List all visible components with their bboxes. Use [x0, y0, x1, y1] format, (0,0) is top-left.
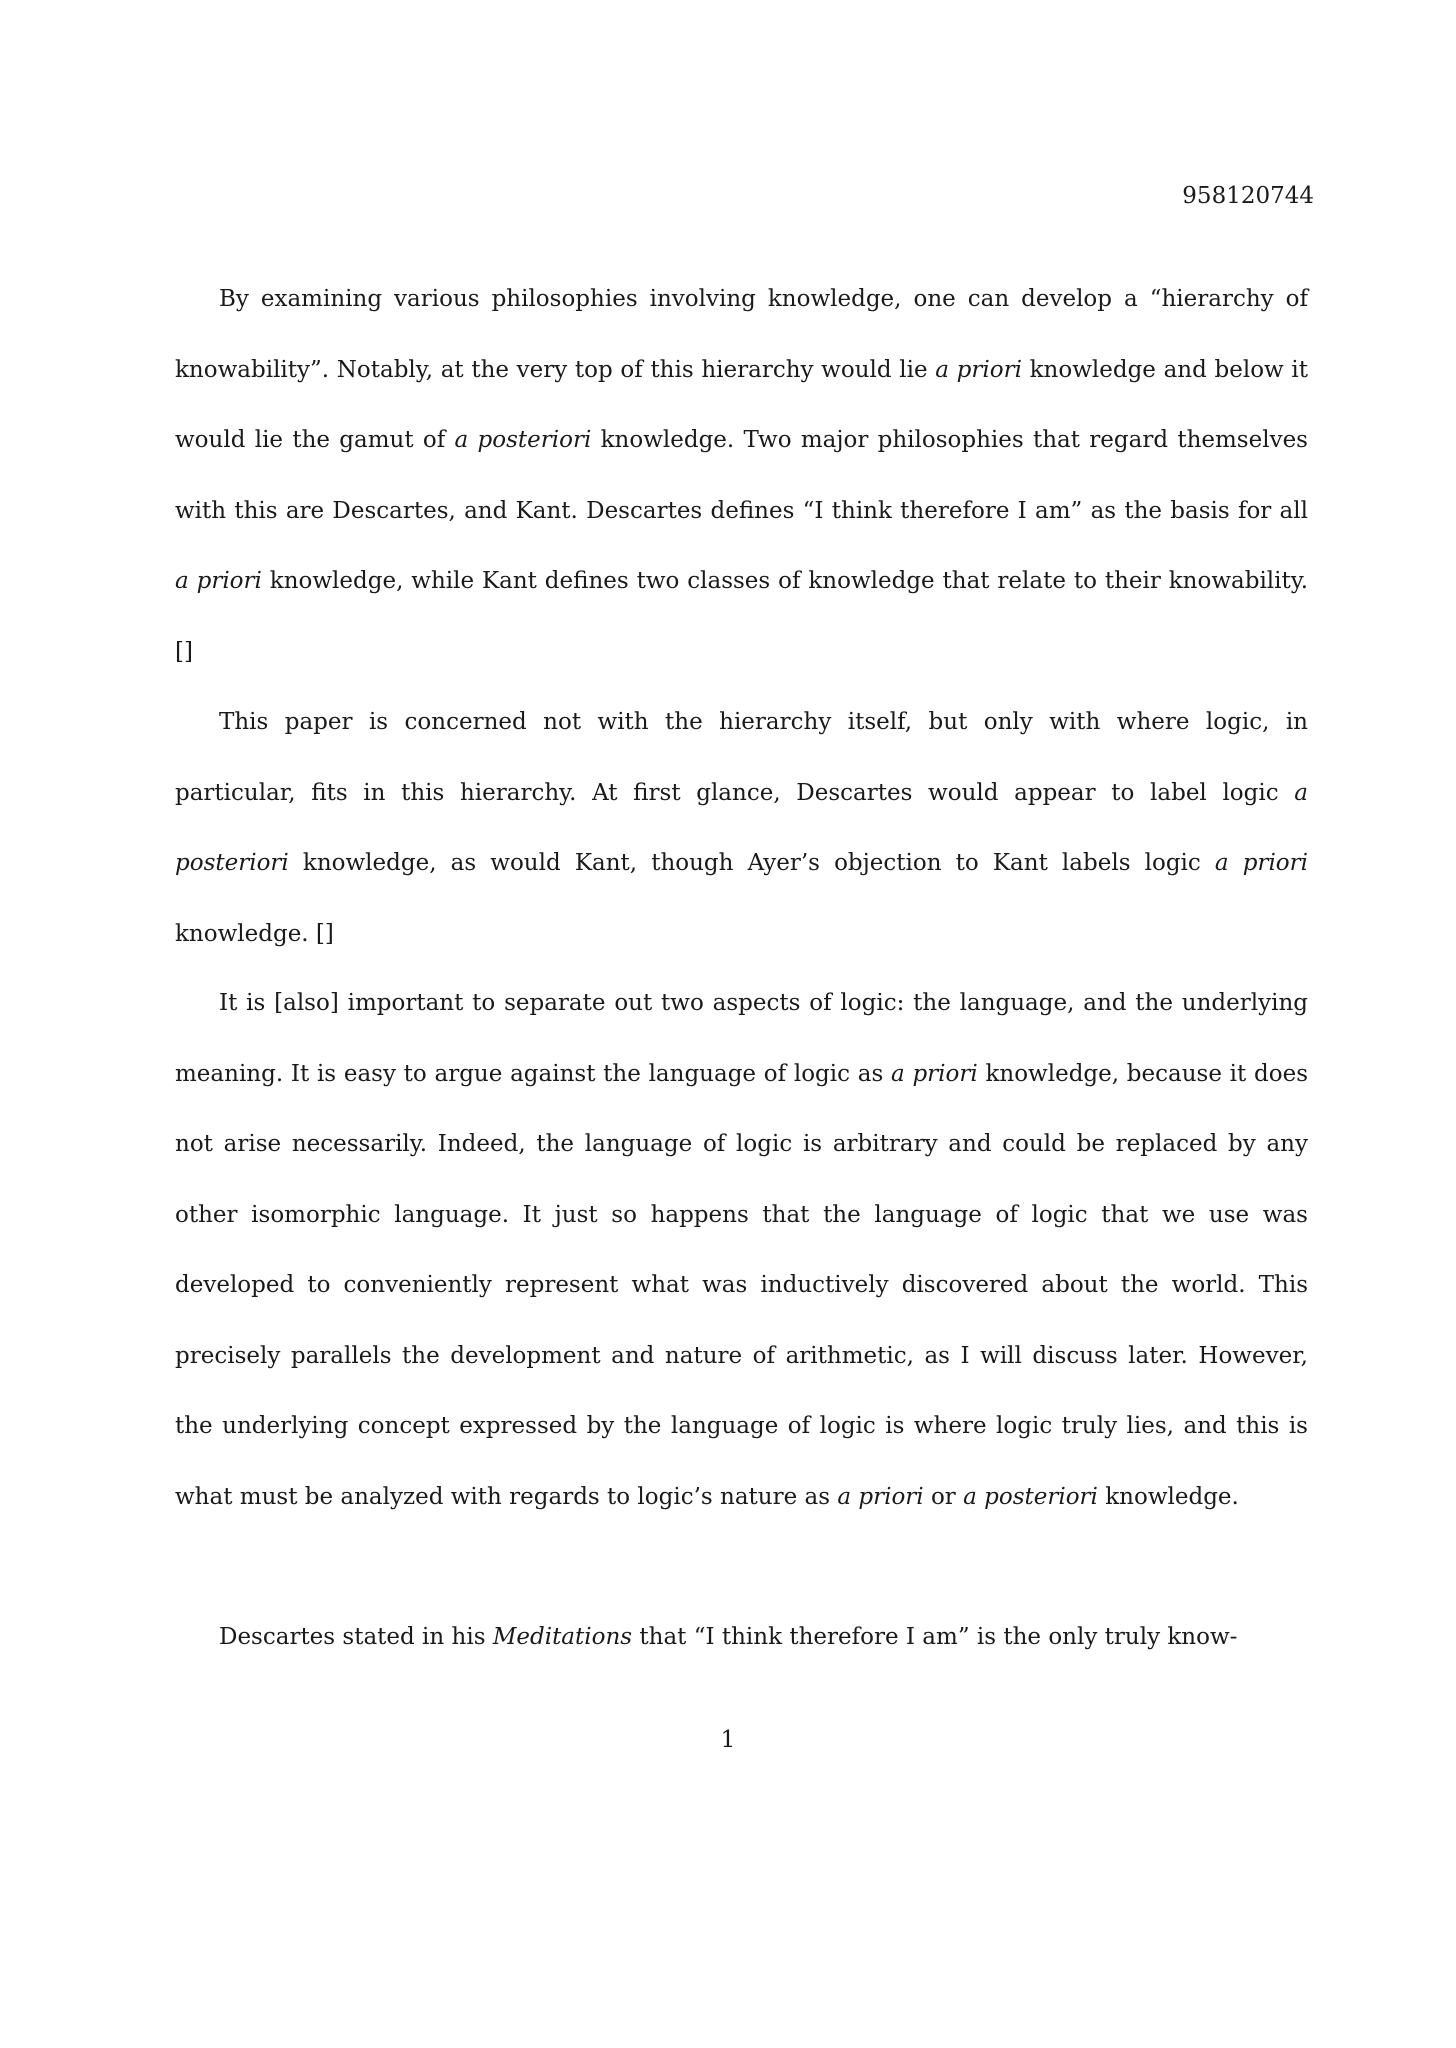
text-run: knowledge.: [1097, 1483, 1239, 1510]
paragraph-descartes: [175, 1602, 1308, 1673]
italic-term: a posteriori: [175, 779, 1308, 876]
text-run: It is [also] important to separate out two aspects of logic: the language, and the underlying meaning. It is easy to argue against the language of logic as: [175, 990, 1308, 1087]
paragraph-text: [175, 687, 1308, 969]
text-run: knowledge, because it does not arise necessarily. Indeed, the language of logic is arbitrary and could be replaced by any other isomorphic language. It just so happens that the language of logic that we use was developed to conveniently represent what was inductively discovered about the world. This precisely parallels the development and nature of arithmetic, as I will discuss later. However, the underlying concept expressed by the language of logic is where logic truly lies, and this is what must be analyzed with regards to logic’s nature as: [175, 1060, 1308, 1510]
paragraph-language: [175, 968, 1308, 1532]
text-run: knowledge, as would Kant, though Ayer’s objection to Kant labels logic: [288, 850, 1215, 876]
paragraph-text: [175, 968, 1308, 1532]
text-run: or: [923, 1483, 964, 1510]
paragraph-scope: [175, 687, 1308, 969]
text-run: knowledge. Two major philosophies that regard themselves with this are Descartes, and Kant. Descartes defines “I think therefore I am” as the basis for all: [175, 427, 1308, 524]
italic-term: a priori: [175, 568, 262, 594]
text-run: knowledge and below it would lie the gamut of: [175, 356, 1309, 453]
text-run: By examining various philosophies involving knowledge, one can develop a “hierarchy of knowability”. Notably, at the very top of this hierarchy would lie: [175, 286, 1308, 383]
text-run: knowledge. []: [175, 920, 334, 947]
text-run: This paper is concerned not with the hierarchy itself, but only with where logic, in particular, fits in this hierarchy. At first glance, Descartes would appear to label logic: [175, 709, 1308, 806]
paragraph-text: [175, 264, 1308, 687]
italic-term: a priori: [935, 356, 1022, 383]
text-run: knowledge, while Kant defines two classes of knowledge that relate to their knowability. []: [175, 568, 1309, 665]
page-number: 1: [720, 1727, 736, 1753]
paragraph-intro: [175, 264, 1308, 687]
italic-term: a posteriori: [963, 1483, 1098, 1510]
italic-term: a priori: [891, 1060, 978, 1087]
italic-term: a priori: [837, 1483, 924, 1510]
italic-title: Meditations: [492, 1624, 633, 1650]
student-id: 958120744: [1182, 183, 1314, 209]
italic-term: a priori: [1214, 850, 1309, 876]
text-run: that “I think therefore I am” is the only truly know-: [632, 1624, 1238, 1650]
italic-term: a posteriori: [454, 427, 592, 453]
text-run: Descartes stated in his: [219, 1624, 493, 1650]
paragraph-text: [175, 1602, 1308, 1673]
